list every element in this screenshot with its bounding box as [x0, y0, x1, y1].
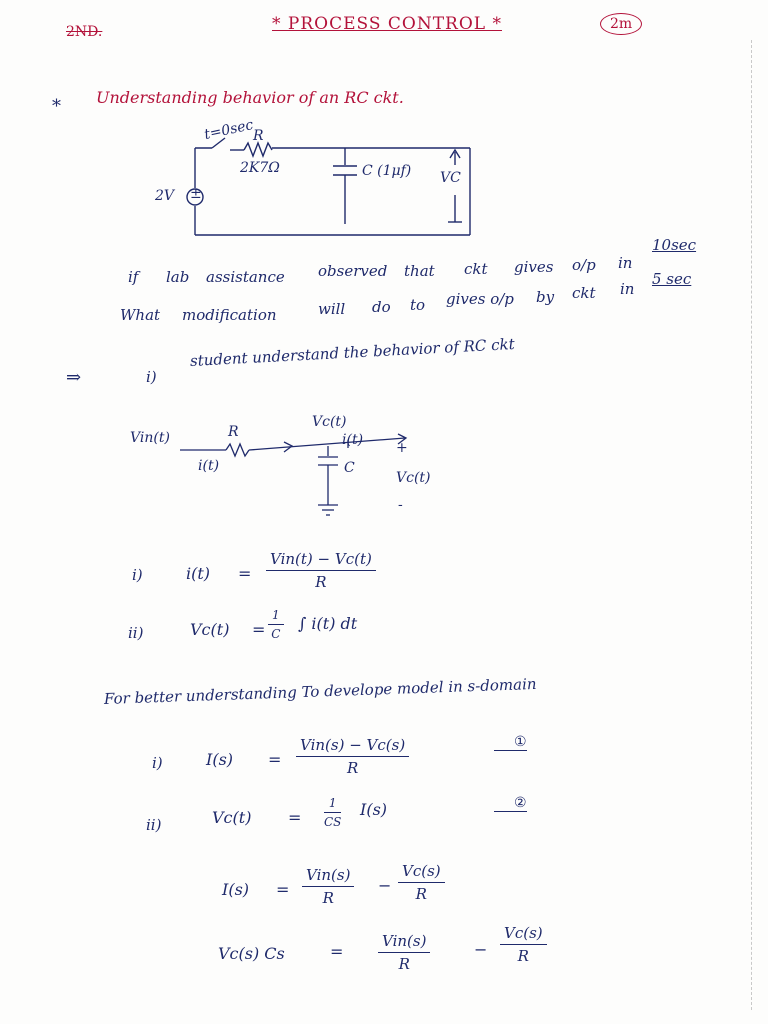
ic-label: i(t) [342, 432, 364, 448]
q-word: in [620, 280, 635, 298]
plus-sign: + [396, 440, 408, 456]
c-label: C [344, 460, 355, 476]
s-eq4-frac2 [500, 924, 547, 965]
s-eq1-fraction [296, 736, 409, 777]
s-eq1-denominator: R [346, 759, 359, 777]
s-eq1-tag: ① [494, 734, 527, 751]
marks-badge: 2m [600, 13, 642, 35]
q-word: 5 sec [652, 270, 692, 288]
vin-label: Vin(t) [130, 430, 170, 446]
question-heading: Understanding behavior of an RC ckt. [96, 88, 404, 107]
eq1-equals: = [238, 564, 252, 583]
switch-label: t=0sec [202, 117, 255, 143]
resistor-value: 2K7Ω [240, 160, 280, 176]
sdomain-intro: For better understanding To develope model in s-domain [103, 674, 537, 708]
s-eq2-coef-num: 1 [324, 796, 341, 813]
source-symbol: ± [190, 186, 202, 202]
page-mark: 2ND. [66, 24, 103, 40]
s-eq3-num2: Vc(s) [398, 862, 445, 883]
s-eq1-lhs: I(s) [206, 750, 234, 769]
eq1-numerator: Vin(t) − Vc(t) [266, 550, 376, 571]
s-eq4-frac1 [378, 932, 430, 973]
q-word: assistance [206, 268, 285, 286]
answer-arrow: ⇒ [66, 367, 82, 388]
q-word: that [404, 262, 435, 280]
s-eq2-rest: I(s) [360, 800, 388, 819]
step-text: student understand the behavior of RC ckt [189, 334, 516, 370]
s-eq3-den2: R [415, 885, 427, 903]
q-word: gives o/p [446, 290, 514, 308]
s-eq1-numerator: Vin(s) − Vc(s) [296, 736, 409, 757]
wire-mid [249, 438, 405, 450]
minus-sign: - [398, 497, 403, 513]
s-eq4-den2: R [517, 947, 529, 965]
s-eq1-equals: = [268, 750, 282, 769]
s-eq2-equals: = [288, 808, 302, 827]
s-eq2-label: ii) [146, 816, 162, 834]
eq1-fraction [266, 550, 376, 591]
s-eq2-lhs: Vc(t) [212, 808, 252, 827]
q-word: What [120, 306, 161, 324]
r-label: R [228, 424, 239, 440]
voltage-label: VC [440, 170, 461, 186]
eq1-denominator: R [315, 573, 327, 591]
eq2-coef-den: C [271, 627, 281, 641]
s-eq3-frac1 [302, 866, 354, 907]
s-eq3-lhs: I(s) [222, 880, 250, 899]
q-word: do [372, 298, 391, 316]
q-word: modification [182, 306, 277, 324]
eq2-lhs: Vc(t) [190, 620, 230, 639]
source-label: 2V [155, 188, 175, 204]
page-title: * PROCESS CONTROL * [272, 14, 502, 34]
eq2-integral: ∫ i(t) dt [298, 614, 358, 633]
s-eq3-equals: = [276, 880, 290, 899]
q-word: by [536, 288, 555, 306]
q-word: lab [166, 268, 190, 286]
eq1-label: i) [132, 566, 143, 584]
q-word: o/p [572, 256, 596, 274]
eq2-equals: = [252, 620, 266, 639]
s-eq3-num1: Vin(s) [302, 866, 354, 887]
q-word: gives [514, 258, 554, 276]
q-word: to [410, 296, 426, 314]
resistor-symbol-2 [226, 444, 249, 456]
q-word: in [618, 254, 633, 272]
resistor-label: R [253, 128, 264, 144]
s-eq1-label: i) [152, 754, 163, 772]
q-word: if [128, 268, 139, 286]
eq2-coefficient [268, 608, 284, 641]
eq1-lhs: i(t) [186, 564, 211, 583]
q-word: ckt [572, 284, 596, 302]
s-eq2-coef-den: CS [324, 815, 342, 829]
s-eq3-frac2 [398, 862, 445, 903]
vc-top-label: Vc(t) [312, 414, 347, 430]
eq2-label: ii) [128, 624, 144, 642]
q-word: ckt [464, 260, 488, 278]
s-eq4-minus: − [474, 940, 488, 959]
question-bullet: * [52, 96, 61, 117]
s-eq4-lhs: Vc(s) Cs [218, 944, 285, 963]
eq2-coef-num: 1 [268, 608, 284, 625]
q-word: 10sec [652, 236, 697, 254]
vc-side-label: Vc(t) [396, 470, 431, 486]
s-eq3-minus: − [378, 876, 392, 895]
step-label: i) [146, 368, 157, 386]
s-eq3-den1: R [322, 889, 334, 907]
s-eq4-den1: R [398, 955, 410, 973]
s-eq4-equals: = [330, 942, 344, 961]
capacitor-label: C (1μf) [362, 163, 412, 179]
s-eq2-tag: ② [494, 795, 527, 812]
q-word: observed [318, 262, 388, 280]
current-label: i(t) [198, 458, 220, 474]
s-eq2-coefficient [324, 796, 341, 829]
q-word: will [318, 300, 346, 318]
s-eq4-num1: Vin(s) [378, 932, 430, 953]
s-eq4-num2: Vc(s) [500, 924, 547, 945]
